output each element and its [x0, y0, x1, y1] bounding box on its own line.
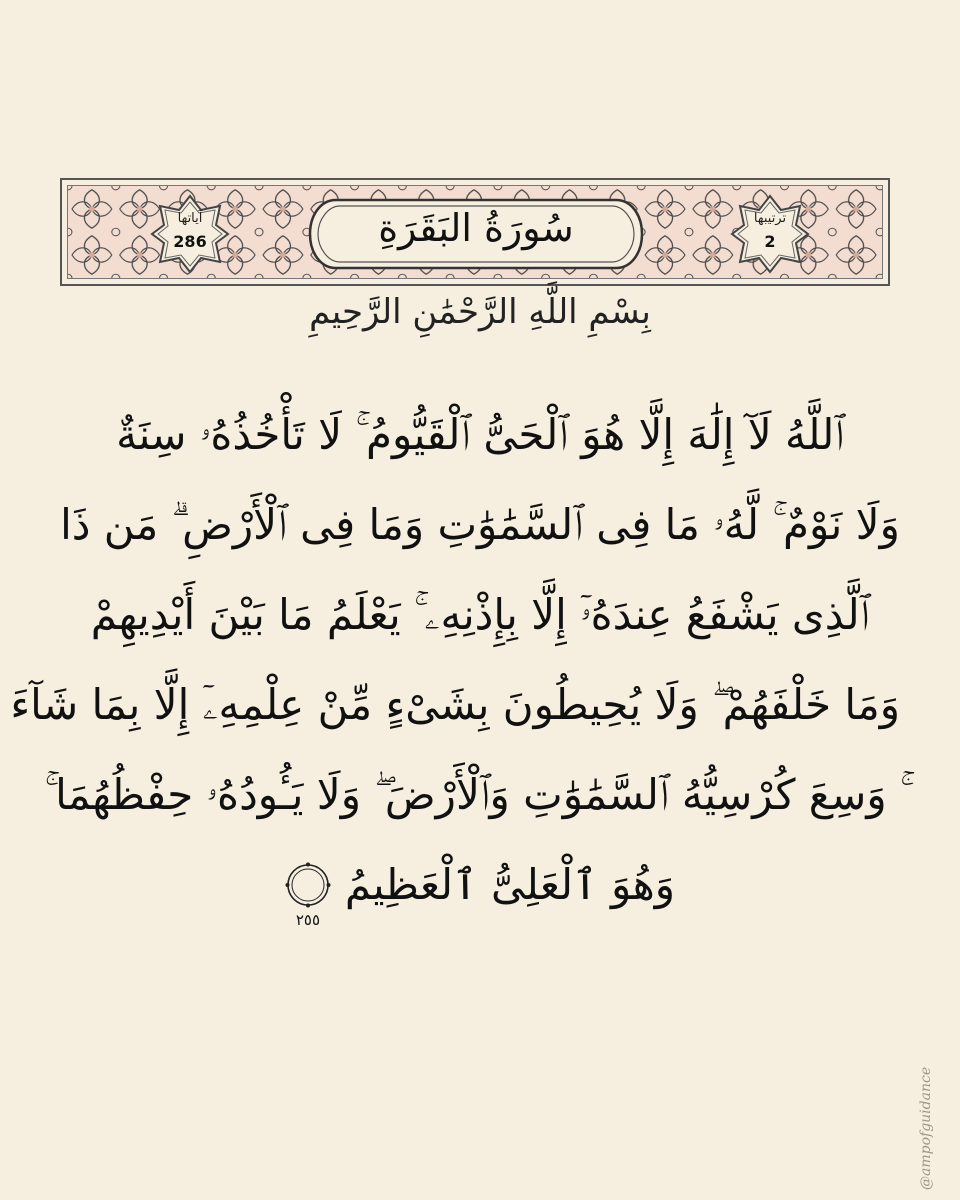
surah-order-number: 2	[764, 232, 776, 251]
verse-count-medallion	[150, 194, 230, 274]
surah-header-frame	[60, 178, 890, 286]
watermark: @ampofguidance	[918, 1066, 934, 1190]
ornamental-band	[67, 185, 883, 279]
verse-line: ٱلَّذِى يَشْفَعُ عِندَهُۥٓ إِلَّا بِإِذْنِهِۦ ۚ يَعْلَمُ مَا بَيْنَ أَيْدِيهِمْ	[90, 590, 870, 639]
verse-line: وَهُوَ ٱلْعَلِىُّ ٱلْعَظِيمُ	[344, 860, 676, 909]
verse-count-label: آياتها	[177, 211, 203, 226]
surah-order-label: ترتيبها	[753, 211, 787, 226]
ayah-number: ٢٥٥	[295, 911, 320, 929]
verse-count-number: 286	[173, 232, 207, 251]
surah-name: سُورَةُ البَقَرَةِ	[378, 206, 574, 250]
verse-line: ٱللَّهُ لَآ إِلَٰهَ إِلَّا هُوَ ٱلْحَىُّ ٱلْقَيُّومُ ۚ لَا تَأْخُذُهُۥ سِنَةٌ	[116, 410, 844, 459]
surah-title-cartouche	[306, 196, 646, 272]
verse-text	[10, 390, 900, 930]
verse-line: ۚ وَسِعَ كُرْسِيُّهُ ٱلسَّمَٰوَٰتِ وَٱلْأَرْضَ ۖ وَلَا يَـُٔودُهُۥ حِفْظُهُمَا ۚ	[44, 770, 900, 819]
ayah-number-marker	[285, 862, 331, 929]
verse-last-line	[285, 840, 675, 930]
basmala: بِسْمِ اللَّهِ الرَّحْمَٰنِ الرَّحِيمِ	[309, 292, 651, 332]
surah-order-medallion	[730, 194, 810, 274]
verse-line: وَلَا نَوْمٌ ۚ لَّهُۥ مَا فِى ٱلسَّمَٰوَٰتِ وَمَا فِى ٱلْأَرْضِ ۗ مَن ذَا	[60, 500, 900, 549]
verse-line: وَمَا خَلْفَهُمْ ۖ وَلَا يُحِيطُونَ بِشَىْءٍ مِّنْ عِلْمِهِۦٓ إِلَّا بِمَا شَآءَ	[10, 680, 900, 729]
